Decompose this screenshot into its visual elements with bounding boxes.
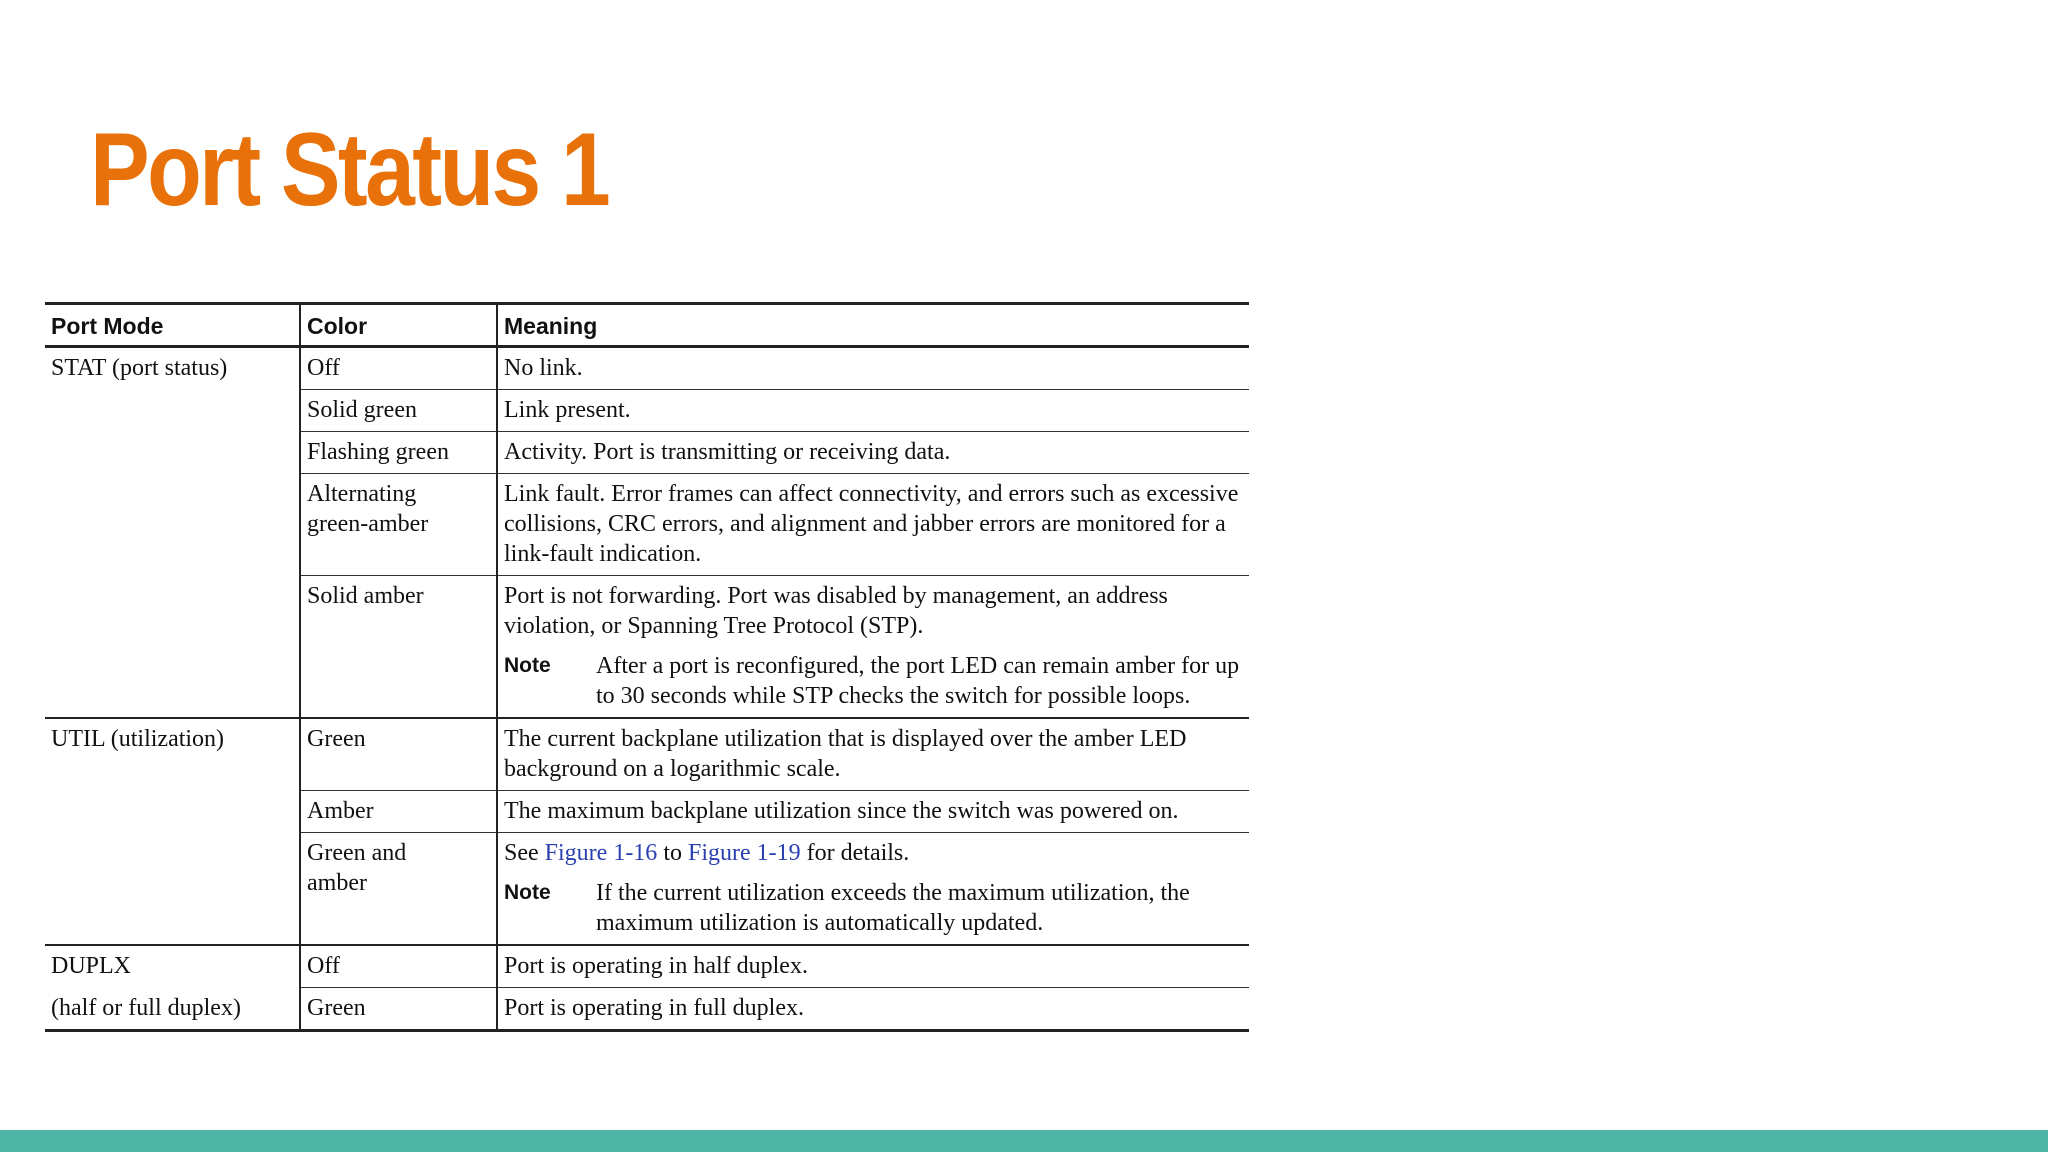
to-text: to <box>663 840 682 866</box>
meaning-cell <box>497 833 1249 946</box>
note-label: Note <box>504 881 551 904</box>
meaning-cell: Link fault. Error frames can affect connectivity, and errors such as excessive collisions, CRC errors, and alignment and jabber errors are monitored for a link-fault indication. <box>497 474 1249 576</box>
meaning-cell: Port is operating in full duplex. <box>497 988 1249 1031</box>
color-cell: Solid green <box>300 390 497 432</box>
note-block <box>504 878 1243 938</box>
note-block <box>504 651 1243 711</box>
meaning-cell: No link. <box>497 347 1249 390</box>
color-cell: Green and amber <box>300 833 497 946</box>
meaning-cell: Link present. <box>497 390 1249 432</box>
table-row <box>45 988 1249 1031</box>
table-row <box>45 718 1249 791</box>
figure-1-19-link[interactable]: Figure 1-19 <box>687 840 801 866</box>
see-text: See <box>504 840 539 866</box>
meaning-cell: The maximum backplane utilization since the switch was powered on. <box>497 791 1249 833</box>
mode-duplx-sub: (half or full duplex) <box>45 988 300 1031</box>
color-cell: Green <box>300 988 497 1031</box>
color-cell: Off <box>300 347 497 390</box>
header-meaning: Meaning <box>497 304 1249 347</box>
header-port-mode: Port Mode <box>45 304 300 347</box>
mode-stat: STAT (port status) <box>45 347 300 719</box>
note-text: After a port is reconfigured, the port LED can remain amber for up to 30 seconds while STP checks the switch for possible loops. <box>596 653 1240 709</box>
mode-duplx: DUPLX <box>51 953 132 979</box>
meaning-cell: The current backplane utilization that is displayed over the amber LED background on a logarithmic scale. <box>497 718 1249 791</box>
table-header-row <box>45 304 1249 347</box>
note-text: If the current utilization exceeds the maximum utilization, the maximum utilization is automatically updated. <box>596 880 1190 936</box>
meaning-cell: Port is operating in half duplex. <box>497 945 1249 988</box>
table-row <box>45 945 1249 988</box>
header-color: Color <box>300 304 497 347</box>
meaning-cell: Activity. Port is transmitting or receiving data. <box>497 432 1249 474</box>
table-row <box>45 347 1249 390</box>
color-cell: Off <box>300 945 497 988</box>
color-cell: Flashing green <box>300 432 497 474</box>
meaning-cell <box>497 576 1249 719</box>
color-cell: Amber <box>300 791 497 833</box>
meaning-text: Port is not forwarding. Port was disabled by management, an address violation, or Spanning Tree Protocol (STP). <box>504 583 1168 639</box>
meaning-text <box>504 838 1243 868</box>
slide-title: Port Status 1 <box>90 112 609 228</box>
figure-1-16-link[interactable]: Figure 1-16 <box>544 840 658 866</box>
color-cell: Green <box>300 718 497 791</box>
footer-bar <box>0 1130 2048 1152</box>
mode-util: UTIL (utilization) <box>45 718 300 945</box>
note-label: Note <box>504 654 551 677</box>
color-cell: Solid amber <box>300 576 497 719</box>
color-cell: Alternating green-amber <box>300 474 497 576</box>
for-details-text: for details. <box>806 840 910 866</box>
port-status-table <box>45 302 1249 1032</box>
